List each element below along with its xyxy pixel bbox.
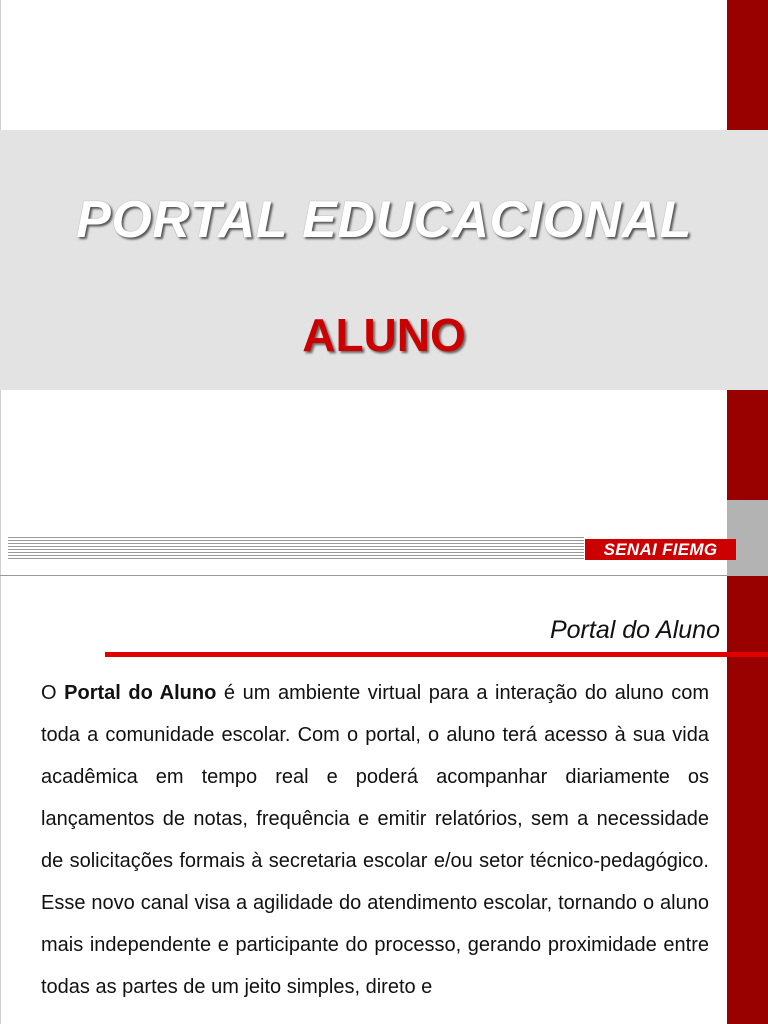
paragraph-text: é um ambiente virtual para a interação do aluno com toda a comunidade escolar. Com o portal, o aluno terá acesso à sua vida acadêmica em tempo real e poderá acompanhar diariamente os lançamentos de notas, frequência e emitir relatórios, sem a necessidade de solicitações formais à secretaria escolar e/ou setor técnico-pedagógico. Esse novo canal visa a agilidade do atendimento escolar, tornando o aluno mais independente e participante do processo, gerando proximidade entre todas as partes de um jeito simples, direto e <box>41 682 709 998</box>
decorative-red-strip <box>727 0 768 130</box>
slide-border <box>0 576 1 1024</box>
decorative-red-strip <box>727 576 768 1024</box>
body-paragraph <box>41 672 709 1008</box>
senai-fiemg-logo: SENAI FIEMG <box>585 539 736 560</box>
decorative-red-strip <box>727 390 768 500</box>
slide-title: PORTAL EDUCACIONAL <box>76 191 692 249</box>
heading-underline <box>105 652 768 657</box>
section-heading: Portal do Aluno <box>549 616 720 644</box>
slide-subtitle: ALUNO <box>302 309 466 361</box>
decorative-stripes <box>8 537 584 559</box>
paragraph-bold-term: Portal do Aluno <box>64 682 217 704</box>
paragraph-lead: O <box>41 682 65 704</box>
decorative-gray-strip <box>727 500 768 576</box>
content-slide <box>0 576 768 1024</box>
